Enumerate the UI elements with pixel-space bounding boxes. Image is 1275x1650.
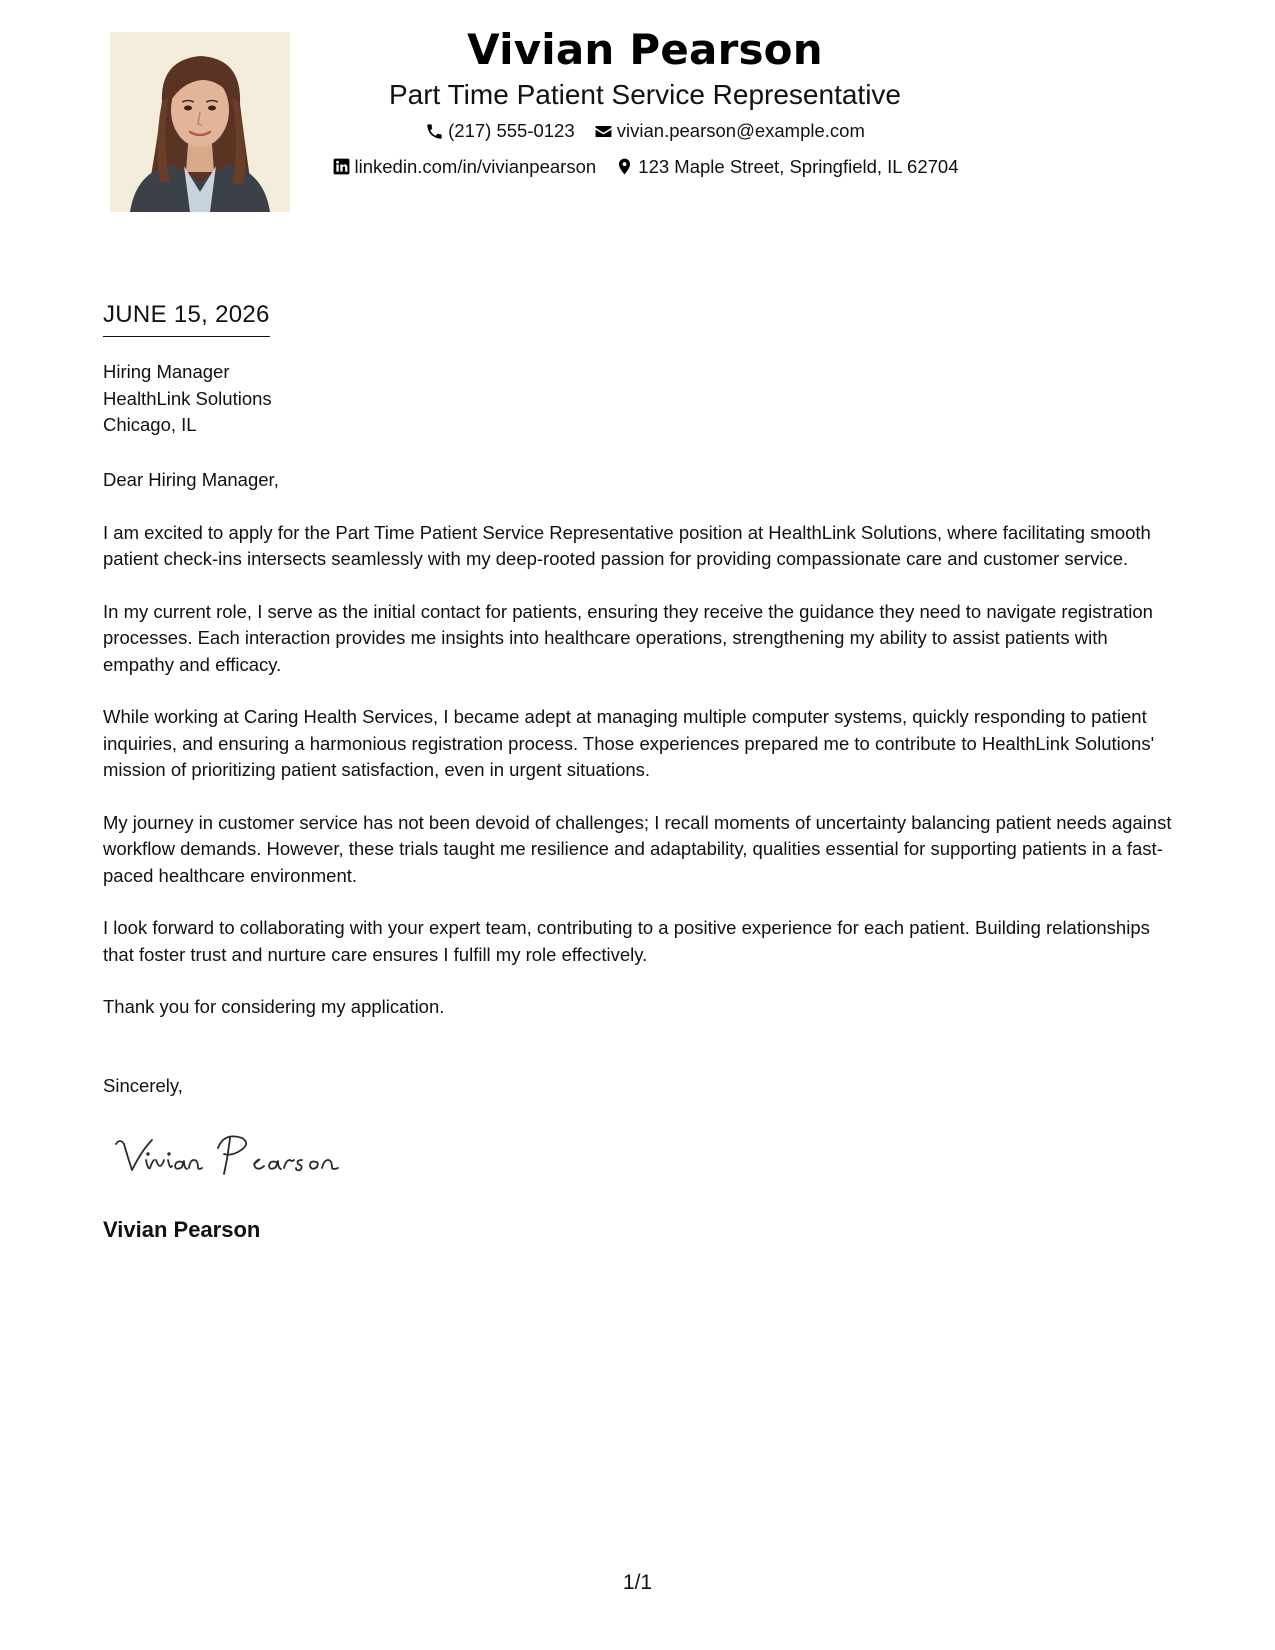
contact-address <box>615 155 958 179</box>
job-title: Part Time Patient Service Representative <box>388 79 901 110</box>
signer-name: Vivian Pearson <box>103 1217 261 1242</box>
handwritten-signature <box>112 1130 372 1186</box>
envelope-icon <box>594 122 613 141</box>
header <box>300 22 990 182</box>
recipient-company: HealthLink Solutions <box>103 387 272 409</box>
letter-date: JUNE 15, 2026 <box>103 300 270 337</box>
recipient-title: Hiring Manager <box>103 361 230 382</box>
linkedin-icon <box>332 157 351 176</box>
paragraph: I am excited to apply for the Part Time Patient Service Representative position at HealthLink Solutions, where facilitating smooth patient check-ins intersects seamlessly with my deep-rooted passion for providing compassionate care and customer service. <box>103 521 1151 569</box>
phone-icon <box>425 122 444 141</box>
paragraph: I look forward to collaborating with your expert team, contributing to a positive experience for each patient. Building relationships that foster trust and nurture care ensures I fulfill my role effectively. <box>103 917 1150 965</box>
paragraph: While working at Caring Health Services, I became adept at managing multiple computer systems, quickly responding to patient inquiries, and ensuring a harmonious registration process. Those experiences prepared me to contribute to HealthLink Solutions' mission of prioritizing patient satisfaction, even in urgent situations. <box>103 706 1155 780</box>
salutation: Dear Hiring Manager, <box>103 469 279 490</box>
contact-linkedin[interactable] <box>332 155 597 179</box>
linkedin-text: linkedin.com/in/vivianpearson <box>354 155 597 177</box>
paragraph: Thank you for considering my application. <box>103 996 445 1017</box>
letter-body <box>103 467 1183 1047</box>
paragraph: In my current role, I serve as the initial contact for patients, ensuring they receive the guidance they need to navigate registration processes. Each interaction provides me insights into healthcare operations, strengthening my ability to assist patients with empathy and efficacy. <box>103 600 1153 675</box>
candidate-name: Vivian Pearson <box>467 25 823 74</box>
map-marker-icon <box>615 157 634 176</box>
contact-email[interactable] <box>594 119 865 143</box>
contact-row-2 <box>300 155 990 183</box>
profile-photo <box>110 32 290 212</box>
phone-text: (217) 555-0123 <box>448 120 575 141</box>
contact-phone[interactable] <box>425 119 575 143</box>
recipient-location: Chicago, IL <box>103 414 197 435</box>
recipient-block <box>103 359 272 439</box>
address-text: 123 Maple Street, Springfield, IL 62704 <box>638 155 959 177</box>
contact-row-1 <box>300 119 990 147</box>
email-text: vivian.pearson@example.com <box>616 120 865 141</box>
closing: Sincerely, <box>103 1075 183 1096</box>
paragraph: My journey in customer service has not been devoid of challenges; I recall moments of uncertainty balancing patient needs against workflow demands. However, these trials taught me resilience and adaptability, qualities essential for supporting patients in a fast-paced healthcare environment. <box>103 811 1172 886</box>
page-number: 1/1 <box>622 1571 653 1594</box>
